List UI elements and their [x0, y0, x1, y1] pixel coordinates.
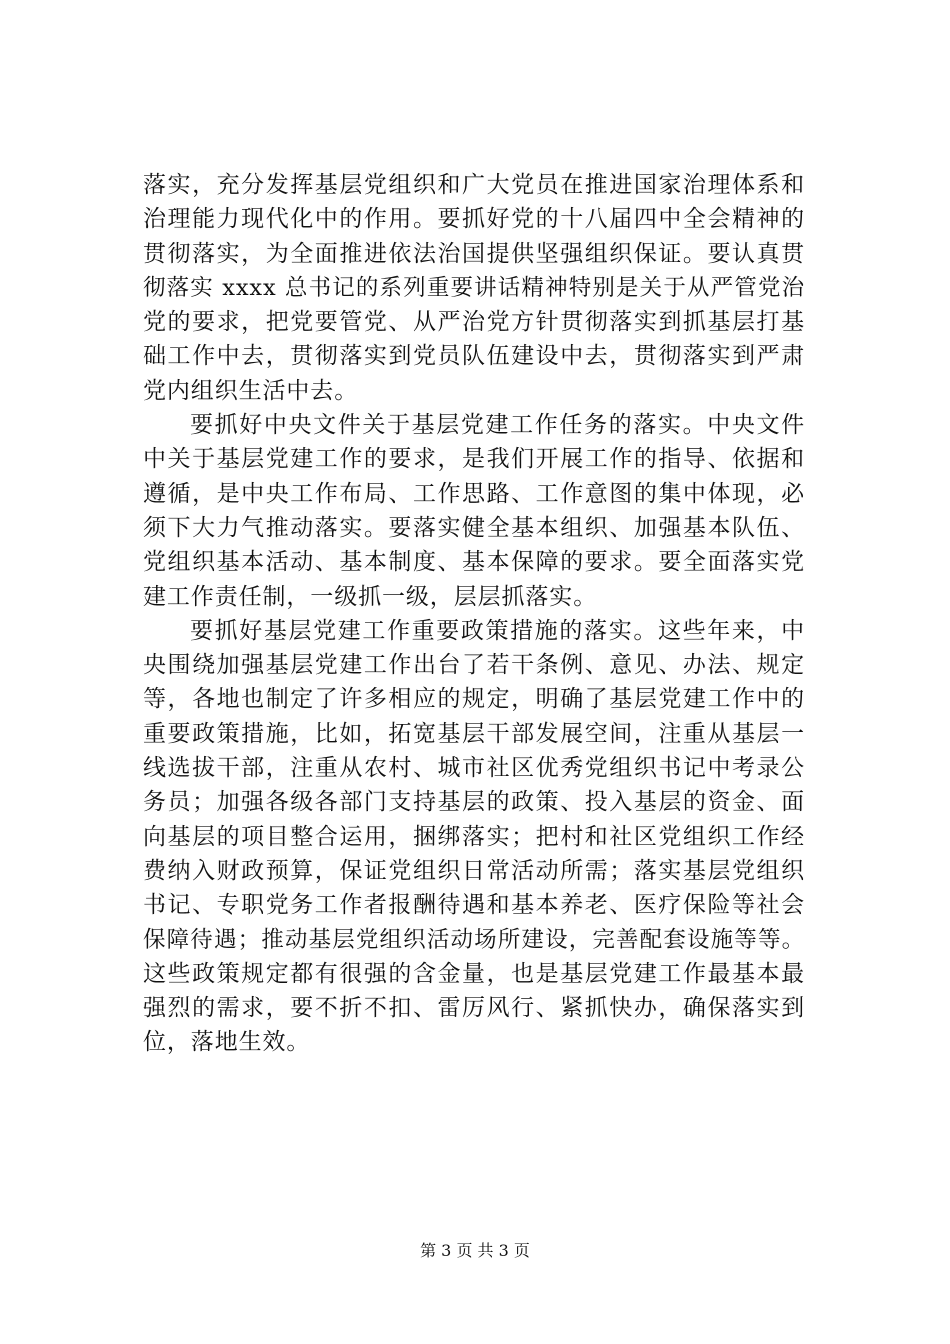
text-line: 彻落实 xxxx 总书记的系列重要讲话精神特别是关于从严管党治 [143, 274, 805, 301]
text-line: 费纳入财政预算，保证党组织日常活动所需；落实基层党组织 [143, 857, 805, 884]
text-line: 党的要求，把党要管党、从严治党方针贯彻落实到抓基层打基 [143, 309, 805, 336]
text-line: 要抓好中央文件关于基层党建工作任务的落实。中央文件 [190, 412, 805, 439]
text-line: 位，落地生效。 [143, 1029, 311, 1056]
text-line: 础工作中去，贯彻落实到党员队伍建设中去，贯彻落实到严肃 [143, 343, 805, 370]
text-line: 线选拔干部，注重从农村、城市社区优秀党组织书记中考录公 [143, 755, 805, 782]
text-line: 贯彻落实，为全面推进依法治国提供坚强组织保证。要认真贯 [143, 240, 805, 267]
text-line: 强烈的需求，要不折不扣、雷厉风行、紧抓快办，确保落实到 [143, 995, 805, 1022]
text-line: 这些政策规定都有很强的含金量，也是基层党建工作最基本最 [143, 960, 805, 987]
text-line: 党组织基本活动、基本制度、基本保障的要求。要全面落实党 [143, 549, 805, 576]
text-line: 保障待遇；推动基层党组织活动场所建设，完善配套设施等等。 [143, 926, 805, 953]
text-line: 建工作责任制，一级抓一级，层层抓落实。 [143, 583, 598, 610]
document-body [143, 168, 805, 1060]
text-line: 向基层的项目整合运用，捆绑落实；把村和社区党组织工作经 [143, 823, 805, 850]
text-line: 落实，充分发挥基层党组织和广大党员在推进国家治理体系和 [143, 172, 805, 198]
text-line: 遵循，是中央工作布局、工作思路、工作意图的集中体现，必 [143, 480, 805, 507]
text-line: 务员；加强各级各部门支持基层的政策、投入基层的资金、面 [143, 789, 805, 816]
text-line: 党内组织生活中去。 [143, 377, 359, 404]
text-line: 须下大力气推动落实。要落实健全基本组织、加强基本队伍、 [143, 514, 805, 541]
text-line: 书记、专职党务工作者报酬待遇和基本养老、医疗保险等社会 [143, 892, 805, 919]
text-line: 央围绕加强基层党建工作出台了若干条例、意见、办法、规定 [143, 652, 805, 679]
text-line: 治理能力现代化中的作用。要抓好党的十八届四中全会精神的 [143, 206, 805, 233]
text-line: 重要政策措施，比如，拓宽基层干部发展空间，注重从基层一 [143, 720, 805, 747]
text-line: 中关于基层党建工作的要求，是我们开展工作的指导、依据和 [143, 446, 805, 473]
page-footer: 第 3 页 共 3 页 [420, 1241, 530, 1260]
text-line: 要抓好基层党建工作重要政策措施的落实。这些年来，中 [190, 617, 805, 644]
text-line: 等，各地也制定了许多相应的规定，明确了基层党建工作中的 [143, 686, 805, 713]
